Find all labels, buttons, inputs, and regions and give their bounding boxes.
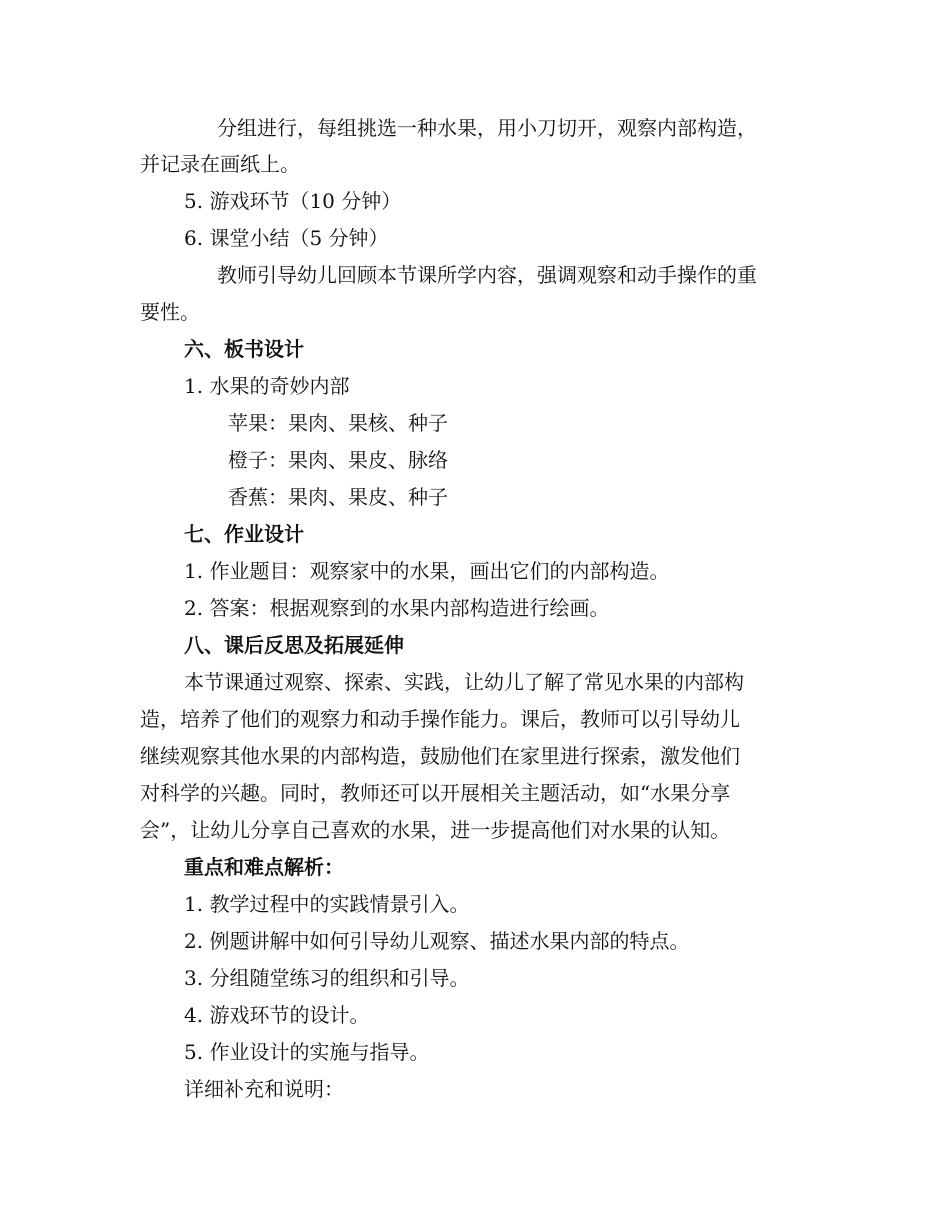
paragraph-line: 分组进行，每组挑选一种水果，用小刀切开，观察内部构造， bbox=[217, 116, 757, 140]
list-item: 6. 课堂小结（5 分钟） bbox=[184, 226, 389, 250]
board-entry-apple: 苹果：果肉、果核、种子 bbox=[228, 411, 448, 435]
section-heading-7: 七、作业设计 bbox=[184, 522, 304, 546]
list-item: 3. 分组随堂练习的组织和引导。 bbox=[184, 966, 470, 990]
list-item: 4. 游戏环节的设计。 bbox=[184, 1003, 370, 1027]
list-item: 1. 作业题目：观察家中的水果，画出它们的内部构造。 bbox=[184, 559, 670, 583]
paragraph-line: 继续观察其他水果的内部构造，鼓励他们在家里进行探索，激发他们 bbox=[140, 744, 740, 768]
section-heading-8: 八、课后反思及拓展延伸 bbox=[184, 633, 404, 657]
list-item: 1. 水果的奇妙内部 bbox=[184, 374, 350, 398]
key-points-heading: 重点和难点解析： bbox=[184, 855, 344, 879]
section-heading-6: 六、板书设计 bbox=[184, 337, 304, 361]
list-item: 1. 教学过程中的实践情景引入。 bbox=[184, 892, 470, 916]
board-entry-orange: 橙子：果肉、果皮、脉络 bbox=[228, 448, 448, 472]
list-item: 5. 作业设计的实施与指导。 bbox=[184, 1040, 430, 1064]
paragraph-line: 详细补充和说明： bbox=[184, 1077, 344, 1101]
paragraph-line: 对科学的兴趣。同时，教师还可以开展相关主题活动，如“水果分享 bbox=[140, 781, 731, 805]
list-item: 5. 游戏环节（10 分钟） bbox=[184, 189, 402, 213]
paragraph-line: 会”，让幼儿分享自己喜欢的水果，进一步提高他们对水果的认知。 bbox=[140, 818, 731, 842]
list-item: 2. 例题讲解中如何引导幼儿观察、描述水果内部的特点。 bbox=[184, 929, 690, 953]
list-item: 2. 答案：根据观察到的水果内部构造进行绘画。 bbox=[184, 596, 610, 620]
paragraph-line: 并记录在画纸上。 bbox=[140, 152, 300, 176]
paragraph-line: 要性。 bbox=[140, 300, 200, 324]
board-entry-banana: 香蕉：果肉、果皮、种子 bbox=[228, 485, 448, 509]
paragraph-line: 教师引导幼儿回顾本节课所学内容，强调观察和动手操作的重 bbox=[217, 263, 757, 287]
paragraph-line: 本节课通过观察、探索、实践，让幼儿了解了常见水果的内部构 bbox=[184, 670, 744, 694]
paragraph-line: 造，培养了他们的观察力和动手操作能力。课后，教师可以引导幼儿 bbox=[140, 707, 740, 731]
